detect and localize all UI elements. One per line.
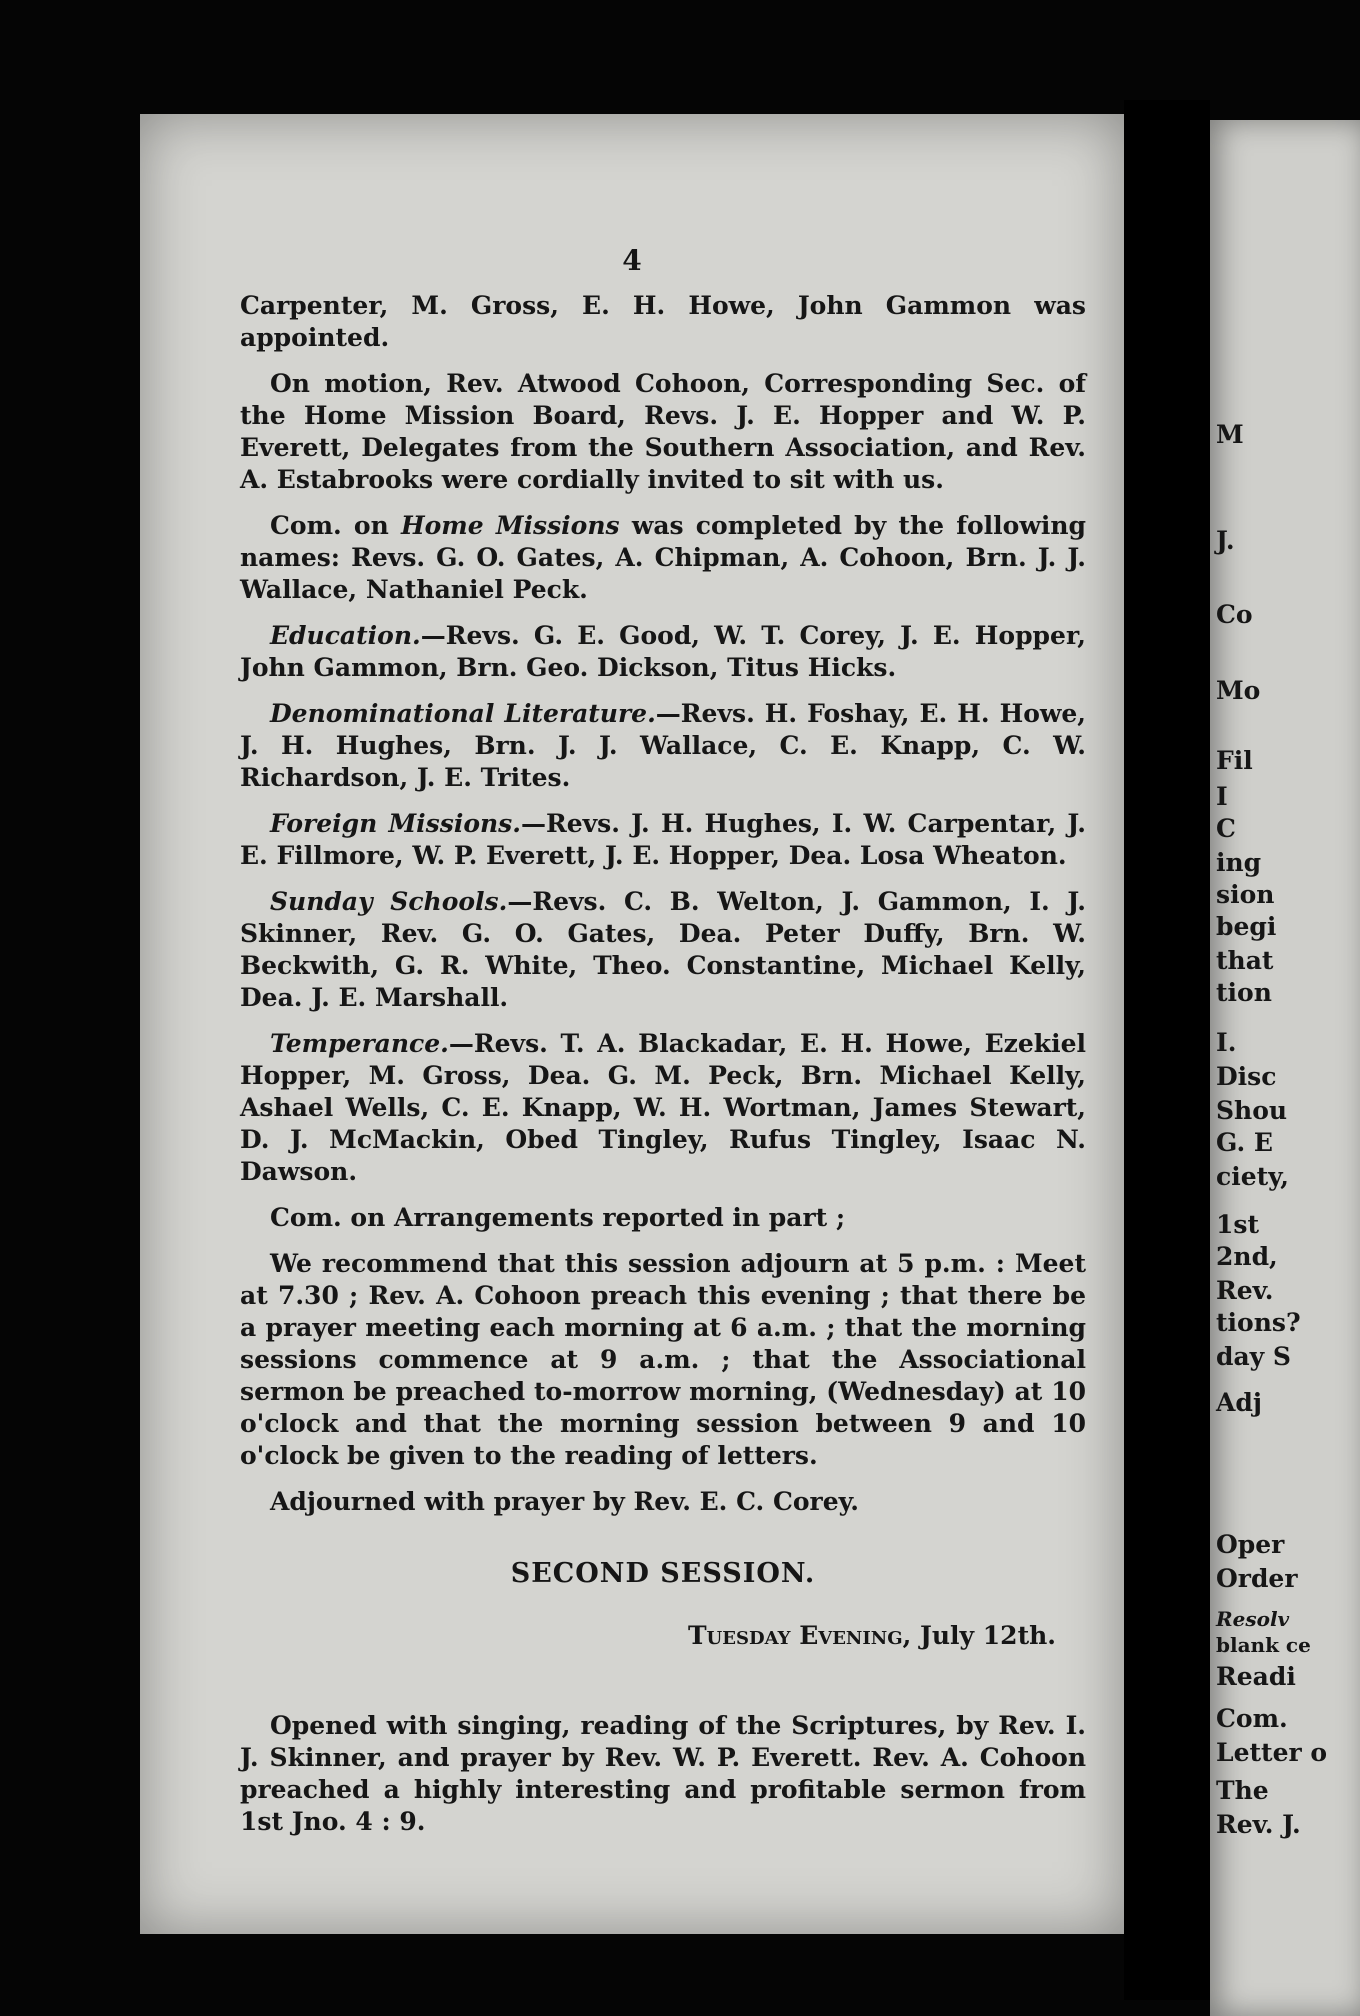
right-fragment: Order <box>1216 1564 1298 1593</box>
right-fragment: Resolv <box>1216 1607 1290 1631</box>
recommendation-paragraph: We recommend that this session adjourn at 5 p.m. : Meet at 7.30 ; Rev. A. Cohoon preach this evening ; that there be a prayer meeting each morning at 6 a.m. ; that the morning sessions commence at 9 a.m. ; that the Associational sermon be preached to-morrow morning, (Wednesday) at 10 o'clock and that the morning session between 9 and 10 o'clock be given to the reading of letters. <box>240 1249 1086 1470</box>
right-fragment: I <box>1216 782 1228 811</box>
foreign-missions-label: Foreign Missions. <box>270 809 521 838</box>
right-fragment: Rev. <box>1216 1276 1274 1305</box>
right-fragment: Disc <box>1216 1062 1277 1091</box>
education-paragraph <box>240 620 1086 684</box>
education-text: —Revs. G. E. Good, W. T. Corey, J. E. Hopper, John Gammon, Brn. Geo. Dickson, Titus Hicks. <box>240 621 1086 682</box>
dateline-date: July 12th. <box>911 1621 1056 1650</box>
right-fragment: blank ce <box>1216 1633 1311 1657</box>
page-number: 4 <box>622 244 642 277</box>
right-fragment: Letter o <box>1216 1738 1328 1767</box>
right-fragment: Shou <box>1216 1096 1288 1125</box>
right-fragment: I. <box>1216 1028 1237 1057</box>
right-fragment: Co <box>1216 600 1253 629</box>
foreign-missions-paragraph <box>240 808 1086 872</box>
right-fragment: 2nd, <box>1216 1242 1278 1271</box>
right-fragment: J. <box>1216 526 1235 555</box>
arrangements-paragraph: Com. on Arrangements reported in part ; <box>270 1203 846 1232</box>
right-fragment: Readi <box>1216 1662 1296 1691</box>
continuation-paragraph: Carpenter, M. Gross, E. H. Howe, John Gammon was appointed. <box>240 291 1086 352</box>
sunday-schools-text: —Revs. C. B. Welton, J. Gammon, I. J. Skinner, Rev. G. O. Gates, Dea. Peter Duffy, Brn. W. Beckwith, G. R. White, Theo. Constantine, Michael Kelly, Dea. J. E. Marshall. <box>240 887 1086 1012</box>
second-session-heading: SECOND SESSION. <box>510 1558 816 1589</box>
dateline-day: Tuesday Evening, <box>687 1621 912 1650</box>
right-fragment: ciety, <box>1216 1162 1290 1191</box>
temperance-text: —Revs. T. A. Blackadar, E. H. Howe, Ezekiel Hopper, M. Gross, Dea. G. M. Peck, Brn. Michael Kelly, Ashael Wells, C. E. Knapp, W. H. Wortman, James Stewart, D. J. McMackin, Obed Tingley, Rufus Tingley, Isaac N. Dawson. <box>240 1029 1086 1186</box>
sunday-schools-label: Sunday Schools. <box>270 887 508 916</box>
page-gutter <box>1124 100 1210 2000</box>
right-fragment: tion <box>1216 978 1272 1007</box>
right-fragment: that <box>1216 946 1274 975</box>
right-fragment: Com. <box>1216 1704 1288 1733</box>
sunday-schools-paragraph <box>240 886 1086 1014</box>
literature-text: —Revs. H. Foshay, E. H. Howe, J. H. Hughes, Brn. J. J. Wallace, C. E. Knapp, C. W. Richardson, J. E. Trites. <box>240 699 1086 792</box>
motion-paragraph: On motion, Rev. Atwood Cohoon, Corresponding Sec. of the Home Mission Board, Revs. J. E. Hopper and W. P. Everett, Delegates from the Southern Association, and Rev. A. Estabrooks were cordially invited to sit with us. <box>240 369 1086 494</box>
right-fragment: The <box>1216 1776 1269 1805</box>
right-fragment: Oper <box>1216 1530 1285 1559</box>
home-missions-lead: Com. on <box>270 511 401 540</box>
right-fragment: M <box>1216 420 1244 449</box>
right-fragment: Mo <box>1216 676 1261 705</box>
right-fragment: tions? <box>1216 1308 1301 1337</box>
home-missions-text: was completed by the following names: Revs. G. O. Gates, A. Chipman, A. Cohoon, Brn. J. J. Wallace, Nathaniel Peck. <box>240 511 1086 604</box>
right-fragment: Fil <box>1216 746 1253 775</box>
right-fragment: 1st <box>1216 1210 1260 1239</box>
temperance-paragraph <box>240 1028 1086 1188</box>
literature-paragraph <box>240 698 1086 794</box>
right-fragment: ing <box>1216 848 1262 877</box>
right-fragment: day S <box>1216 1342 1291 1371</box>
literature-label: Denominational Literature. <box>270 699 656 728</box>
right-fragment: G. E <box>1216 1128 1273 1157</box>
right-fragment: begi <box>1216 912 1277 941</box>
right-fragment: Rev. J. <box>1216 1810 1301 1839</box>
left-page <box>140 114 1124 1934</box>
foreign-missions-text: —Revs. J. H. Hughes, I. W. Carpentar, J. E. Fillmore, W. P. Everett, J. E. Hopper, Dea. Losa Wheaton. <box>240 809 1086 870</box>
session-dateline <box>240 1620 1056 1652</box>
home-missions-label: Home Missions <box>401 511 620 540</box>
right-fragment: Adj <box>1216 1388 1262 1417</box>
temperance-label: Temperance. <box>270 1029 449 1058</box>
home-missions-paragraph <box>240 510 1086 606</box>
right-page-edge <box>1210 120 1360 2016</box>
right-fragment: sion <box>1216 880 1275 909</box>
right-fragment: C <box>1216 814 1236 843</box>
education-label: Education. <box>270 621 421 650</box>
body-text <box>240 290 1086 1852</box>
opened-paragraph: Opened with singing, reading of the Scriptures, by Rev. I. J. Skinner, and prayer by Rev. W. P. Everett. Rev. A. Cohoon preached a highly interesting and profitable sermon from 1st Jno. 4 : 9. <box>240 1711 1086 1836</box>
adjourned-paragraph: Adjourned with prayer by Rev. E. C. Corey. <box>270 1487 859 1516</box>
